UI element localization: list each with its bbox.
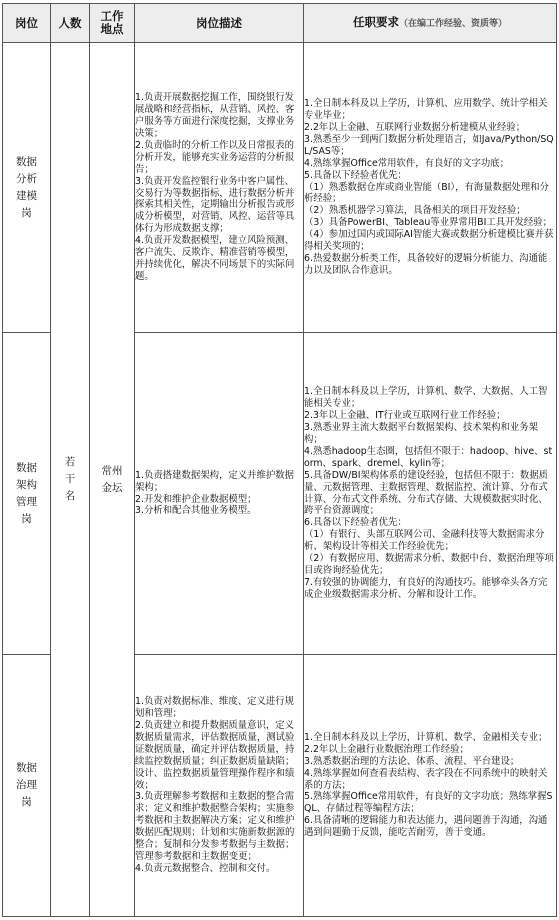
description-item: 1.负责对数据标准、维度、定义进行规划和管理；	[135, 696, 294, 720]
requirement-item: 3.熟悉数据治理的方法论、体系、流程、平台建设；	[304, 755, 520, 767]
job-posting-table	[2, 3, 557, 917]
position-name: 数据架构管理岗	[16, 461, 37, 525]
requirement-item: （2）有数据应用、数据需求分析、数据中台、数据治理等项目或咨询经验优先；	[304, 553, 554, 576]
requirement-item: （2）熟悉机器学习算法，具备相关的项目开发经验；	[304, 205, 526, 217]
requirement-item: （4）参加过国内或国际AI智能大赛或数据分析建模比赛并获得相关奖项的；	[304, 229, 554, 253]
requirement-item: （1）熟悉数据仓库或商业智能（BI），有海量数据处理和分析经验；	[304, 181, 549, 205]
requirement-item: 2.2年以上金融行业数据治理工作经验；	[304, 743, 469, 755]
requirement-item: 4.熟练掌握如何查看表结构、表字段在不同系统中的映射关系的方法；	[304, 767, 548, 791]
requirement-item: （1）有银行、头部互联网公司、金融科技等大数据需求分析、架构设计等相关工作经验优先；	[304, 529, 545, 553]
headcount-value: 若干名	[64, 456, 76, 502]
position-cell	[3, 43, 51, 333]
description-cell	[135, 655, 304, 917]
description-item: 2.开发和维护企业数据模型；	[135, 493, 257, 505]
requirements-cell	[304, 333, 557, 655]
position-name: 数据治理岗	[16, 762, 37, 808]
table-row	[3, 43, 557, 333]
header-requirements-note: （在编工作经验、资质等）	[398, 18, 507, 29]
header-position: 岗位	[3, 4, 51, 43]
requirement-item: 2.3年以上金融、IT行业或互联网行业工作经验；	[304, 410, 506, 422]
requirement-item: 1.全日制本科及以上学历，计算机、数学、大数据、人工智能相关专业；	[304, 386, 548, 410]
description-cell	[135, 43, 304, 333]
requirement-item: 7.有较强的协调能力，有良好的沟通技巧。能够牵头各方完成企业级数据需求分析、分解和设计工作。	[304, 576, 548, 600]
header-requirements-label: 任职要求	[352, 14, 399, 29]
position-cell	[3, 333, 51, 655]
requirement-item: 5.具备以下经验者优先：	[304, 169, 407, 181]
requirement-item: 3.熟悉至少一到两门数据分析处理语言，如Java/Python/SQL/SAS等；	[304, 133, 554, 157]
requirement-item: 2.2年以上金融、互联网行业数据分析建模从业经验；	[304, 122, 526, 134]
requirement-item: 4.熟悉hadoop生态圈，包括但不限于：hadoop、hive、storm、spark、dremel、kylin等；	[304, 445, 553, 469]
header-location	[90, 4, 135, 43]
requirement-item: （3）具备PowerBI、Tableau等业界常用BI工具开发经验；	[304, 217, 553, 229]
description-item: 1.负责搭建数据架构，定义并维护数据架构；	[135, 469, 294, 493]
requirement-item: 3.熟悉业界主流大数据平台数据架构、技术架构和业务架构；	[304, 422, 538, 445]
requirement-item: 5.具备DW/BI架构体系的建设经验，包括但不限于：数据质量、元数据管理、主数据管理、数据监控、流计算、分布式计算、分布式文件系统、分布式存储、大规模数据实时化、跨平台资源调度；	[304, 469, 549, 517]
headcount-cell	[51, 43, 90, 917]
header-location-label: 工作地点	[100, 9, 124, 36]
header-description: 岗位描述	[135, 4, 304, 43]
description-item: 4.负责开发数据模型，建立风险预测、客户流失、反欺诈、精准营销等模型，并持续优化，解决不同场景下的实际问题。	[135, 235, 295, 282]
requirement-item: 1.全日制本科及以上学历，计算机、数学、金融相关专业；	[304, 731, 548, 743]
requirements-cell	[304, 43, 557, 333]
description-item: 4.负责元数据整合、控制和交付。	[135, 862, 276, 874]
location-cell	[90, 43, 135, 917]
requirement-item: 5.熟练掌握Office常用软件，有良好的文字功底；熟练掌握SQL、存储过程等编程方法；	[304, 791, 553, 815]
description-item: 3.负责开发监控银行业务中客户属性、交易行为等数据指标，进行数据分析并探索其相关性，定期输出分析报告或形成分析模型，对营销、风控、运营等具体行为形成数据支撑；	[135, 175, 295, 235]
description-item: 2.负责临时的分析工作以及日常报表的分析开发，能够充实业务运营的分析报告；	[135, 139, 295, 175]
description-cell	[135, 333, 304, 655]
requirements-cell	[304, 655, 557, 917]
requirement-item: 1.全日制本科及以上学历，计算机、应用数学、统计学相关专业毕业；	[304, 98, 548, 122]
description-item: 2.负责建立和提升数据质量意识，定义数据质量需求，评估数据质量，测试验证数据质量，确定并评估数据质量，持续监控数据质量；纠正数据质量缺陷；设计、监控数据质量管理操作程序和绩效；	[135, 720, 295, 791]
description-item: 3.负责理解参考数据和主数据的整合需求；定义和维护数据整合架构；实施参考数据和主数据解决方案；定义和维护数据匹配规则；计划和实施新数据源的整合；复制和分发参考数据与主数据；管理参考数据和主数据变更；	[135, 791, 295, 862]
description-item: 1.负责开展数据挖掘工作，围绕银行发展战略和经营指标，从营销、风控、客户服务等方面进行深度挖掘，支撑业务决策；	[135, 92, 295, 139]
position-cell	[3, 655, 51, 917]
header-requirements	[304, 4, 557, 43]
requirement-item: 4.熟练掌握Office常用软件，有良好的文字功底；	[304, 157, 510, 169]
location-value: 常州金坛	[101, 464, 123, 494]
requirement-item: 6.热爱数据分析类工作，具备较好的逻辑分析能力、沟通能力以及团队合作意识。	[304, 252, 548, 276]
position-name: 数据分析建模岗	[16, 155, 37, 219]
requirement-item: 6.具备以下经验者优先：	[304, 517, 407, 529]
header-headcount: 人数	[51, 4, 90, 43]
table-header-row	[3, 4, 557, 43]
requirement-item: 6.具备清晰的逻辑能力和表达能力，遇问题善于沟通，沟通遇到问题勤于反馈，能吃苦耐劳，善于变通。	[304, 815, 548, 839]
description-item: 3.分析和配合其他业务模型。	[135, 505, 257, 517]
